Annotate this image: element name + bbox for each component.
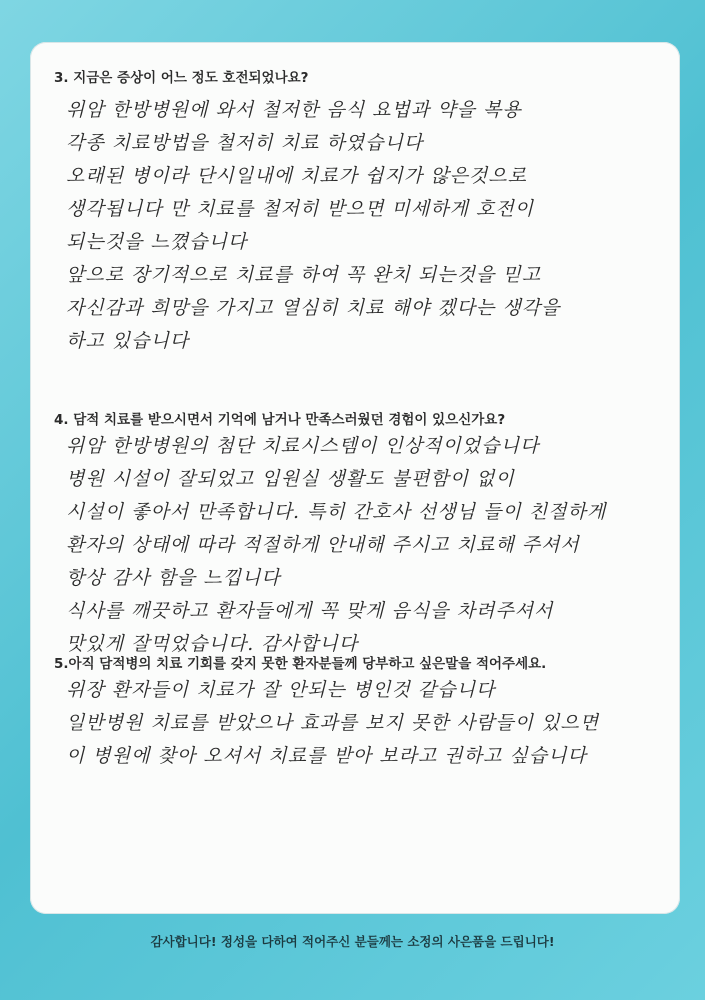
answer-3-line: 오래된 병이라 단시일내에 치료가 쉽지가 않은것으로 [66, 165, 527, 187]
answer-3-line: 하고 있습니다 [66, 330, 190, 352]
answer-3-line: 자신감과 희망을 가지고 열심히 치료 해야 겠다는 생각을 [66, 297, 561, 319]
answer-4-line: 시설이 좋아서 만족합니다. 특히 간호사 선생님 들이 친절하게 [66, 501, 607, 523]
answer-5-line: 일반병원 치료를 받았으나 효과를 보지 못한 사람들이 있으면 [66, 712, 600, 734]
answer-4-line: 환자의 상태에 따라 적절하게 안내해 주시고 치료해 주셔서 [66, 534, 580, 556]
question-4-label: 4. 담적 치료를 받으시면서 기억에 남거나 만족스러웠던 경험이 있으신가요? [54, 412, 506, 428]
answer-4-line: 병원 시설이 잘되었고 입원실 생활도 불편함이 없이 [66, 468, 515, 490]
footer-thanks: 감사합니다! 정성을 다하여 적어주신 분들께는 소정의 사은품을 드립니다! [150, 934, 555, 949]
answer-3-line: 생각됩니다 만 치료를 철저히 받으면 미세하게 호전이 [66, 198, 535, 220]
answer-5-handwriting [66, 674, 666, 773]
answer-3-line: 위암 한방병원에 와서 철저한 음식 요법과 약을 복용 [66, 99, 522, 121]
answer-3-line: 되는것을 느꼈습니다 [66, 231, 248, 253]
question-3-label: 3. 지금은 증상이 어느 정도 호전되었나요? [54, 70, 309, 86]
answer-5-line: 이 병원에 찾아 오셔서 치료를 받아 보라고 권하고 싶습니다 [66, 745, 587, 767]
answer-4-line: 맛있게 잘먹었습니다. 감사합니다 [66, 633, 359, 655]
answer-4-line: 위암 한방병원의 첨단 치료시스템이 인상적이었습니다 [66, 435, 540, 457]
answer-3-handwriting [66, 94, 666, 358]
answer-4-line: 항상 감사 함을 느낍니다 [66, 567, 281, 589]
question-5-label: 5.아직 담적병의 치료 기회를 갖지 못한 환자분들께 당부하고 싶은말을 적어주세요. [54, 656, 547, 672]
answer-4-handwriting [66, 430, 666, 661]
answer-5-line: 위장 환자들이 치료가 잘 안되는 병인것 같습니다 [66, 679, 496, 701]
answer-3-line: 각종 치료방법을 철저히 치료 하였습니다 [66, 132, 424, 154]
answer-3-line: 앞으로 장기적으로 치료를 하여 꼭 완치 되는것을 믿고 [66, 264, 542, 286]
answer-4-line: 식사를 깨끗하고 환자들에게 꼭 맞게 음식을 차려주셔서 [66, 600, 554, 622]
